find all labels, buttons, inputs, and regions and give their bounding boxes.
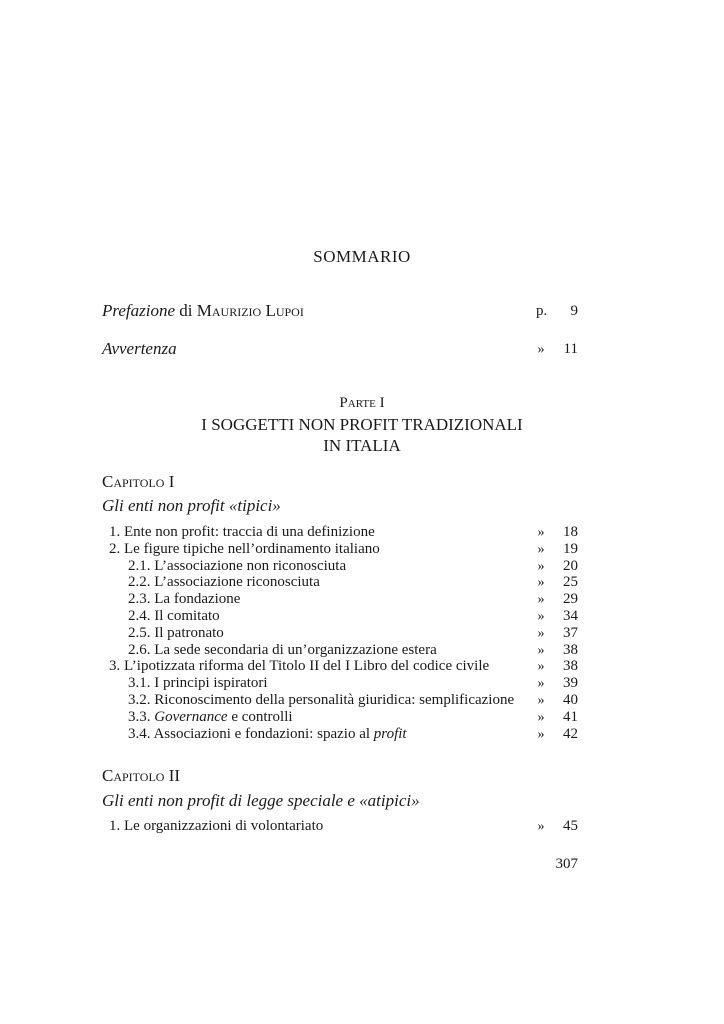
page-number-folio: 307 [555, 856, 578, 872]
toc-entry-page-marker: » [537, 726, 545, 742]
toc-entry-number: 3.1. [128, 675, 151, 692]
toc-entry-page-marker: » [537, 659, 545, 675]
toc-entry-avvertenza[interactable]: Avvertenza [102, 339, 177, 358]
toc-entry-page-number: 41 [563, 708, 578, 725]
toc-entry-prefazione[interactable] [102, 301, 304, 321]
toc-entry[interactable] [128, 591, 240, 608]
toc-entry-number: 2.3. [128, 591, 151, 608]
toc-entry[interactable] [109, 658, 489, 675]
chapter-1-title[interactable]: Gli enti non profit «tipici» [102, 496, 281, 515]
toc-entry-page-marker: » [537, 642, 545, 658]
prefazione-connector: di [175, 301, 197, 320]
toc-entry-page-number: 38 [563, 641, 578, 658]
toc-entry-page-number: 38 [563, 658, 578, 675]
toc-entry[interactable] [128, 726, 407, 743]
toc-entry-text: Le organizzazioni di volontariato [124, 818, 324, 834]
toc-entry-text: Associazioni e fondazioni: spazio al [153, 725, 374, 742]
toc-entry-page-marker: » [537, 558, 545, 574]
toc-entry-page-number: 34 [563, 608, 578, 624]
toc-entry-page-marker: » [537, 625, 545, 641]
part-label: Parte I [339, 395, 385, 411]
toc-entry[interactable] [128, 558, 346, 575]
toc-entry-number: 2.4. [128, 608, 151, 624]
toc-entry-page-number: 39 [563, 675, 578, 692]
toc-entry-page-number: 42 [563, 725, 578, 742]
toc-entry-page-number: 25 [563, 574, 578, 591]
toc-entry-text: Il comitato [154, 608, 220, 624]
toc-entry-page-marker: » [537, 525, 545, 540]
toc-entry-page-marker: » [537, 541, 545, 557]
toc-entry-page-marker: » [537, 592, 545, 608]
toc-entry-text-italic: profit [373, 725, 407, 742]
toc-entry-page-marker: » [537, 819, 545, 834]
toc-entry[interactable] [128, 642, 437, 659]
toc-entry-number: 3.4. [128, 725, 151, 742]
toc-entry-page-marker: » [537, 609, 545, 624]
toc-entry-text: I principi ispiratori [154, 675, 268, 692]
chapter-2-label: Capitolo II [102, 766, 181, 785]
toc-entry-page-number: 29 [563, 591, 578, 608]
toc-entry-number: 2.2. [128, 574, 151, 591]
toc-entry-text-italic: Governance [154, 708, 228, 725]
toc-entry-number: 2.6. [128, 641, 151, 658]
toc-entry-text: e controlli [227, 708, 293, 725]
toc-entry-text: L’associazione non riconosciuta [154, 557, 347, 574]
toc-entry-number: 2. [109, 540, 121, 557]
toc-entry-page-marker: » [537, 693, 545, 708]
toc-entry[interactable] [128, 692, 514, 709]
toc-entry-page-marker: » [537, 575, 545, 591]
toc-entry[interactable] [128, 608, 220, 625]
toc-entry-page-number: 40 [563, 692, 578, 708]
toc-entry[interactable] [128, 574, 320, 591]
toc-entry-page-number: 18 [563, 524, 578, 540]
prefazione-label: Prefazione [102, 301, 176, 320]
toc-entry-text: L’ipotizzata riforma del Titolo II del I Libro del codice civile [124, 658, 490, 675]
chapter-1-label: Capitolo I [102, 472, 175, 491]
toc-entry[interactable] [128, 675, 268, 692]
page-title: SOMMARIO [313, 247, 411, 266]
toc-entry-page-number: 20 [563, 557, 578, 574]
part-title-line2: IN ITALIA [323, 436, 401, 455]
toc-entry-number: 1. [109, 818, 121, 834]
toc-entry-number: 3.3. [128, 708, 151, 725]
toc-entry-text: L’associazione riconosciuta [154, 574, 320, 591]
chapter-2-title[interactable]: Gli enti non profit di legge speciale e «atipici» [102, 791, 420, 810]
toc-entry[interactable] [128, 709, 293, 726]
toc-entry[interactable] [109, 818, 323, 835]
toc-entry-page-number: 19 [563, 540, 578, 557]
toc-entry-text: Il patronato [154, 624, 224, 641]
prefazione-page-marker: p. [536, 303, 548, 319]
toc-entry-number: 3. [109, 658, 121, 675]
toc-entry-number: 1. [109, 524, 121, 540]
toc-entry-number: 3.2. [128, 692, 151, 708]
prefazione-page-number: 9 [570, 303, 578, 319]
toc-entry-text: La sede secondaria di un’organizzazione estera [154, 641, 437, 658]
toc-entry-text: La fondazione [154, 591, 241, 608]
toc-entry-number: 2.1. [128, 557, 151, 574]
toc-entry-text: Le figure tipiche nell’ordinamento italiano [124, 540, 380, 557]
toc-entry[interactable] [109, 541, 380, 558]
toc-entry-page-marker: » [537, 676, 545, 692]
toc-entry-page-number: 45 [563, 818, 578, 834]
avvertenza-page-marker: » [537, 342, 545, 357]
toc-entry-page-marker: » [537, 709, 545, 725]
part-title-line1: I SOGGETTI NON PROFIT TRADIZIONALI [201, 415, 523, 434]
avvertenza-page-number: 11 [563, 341, 578, 357]
prefazione-author: Maurizio Lupoi [196, 301, 304, 320]
toc-entry-page-number: 37 [563, 624, 578, 641]
toc-entry[interactable] [128, 625, 224, 642]
toc-entry-text: Riconoscimento della personalità giuridica: semplificazione [154, 692, 515, 708]
toc-entry-number: 2.5. [128, 624, 151, 641]
toc-entry-text: Ente non profit: traccia di una definizione [124, 524, 375, 540]
toc-entry[interactable] [109, 524, 375, 541]
